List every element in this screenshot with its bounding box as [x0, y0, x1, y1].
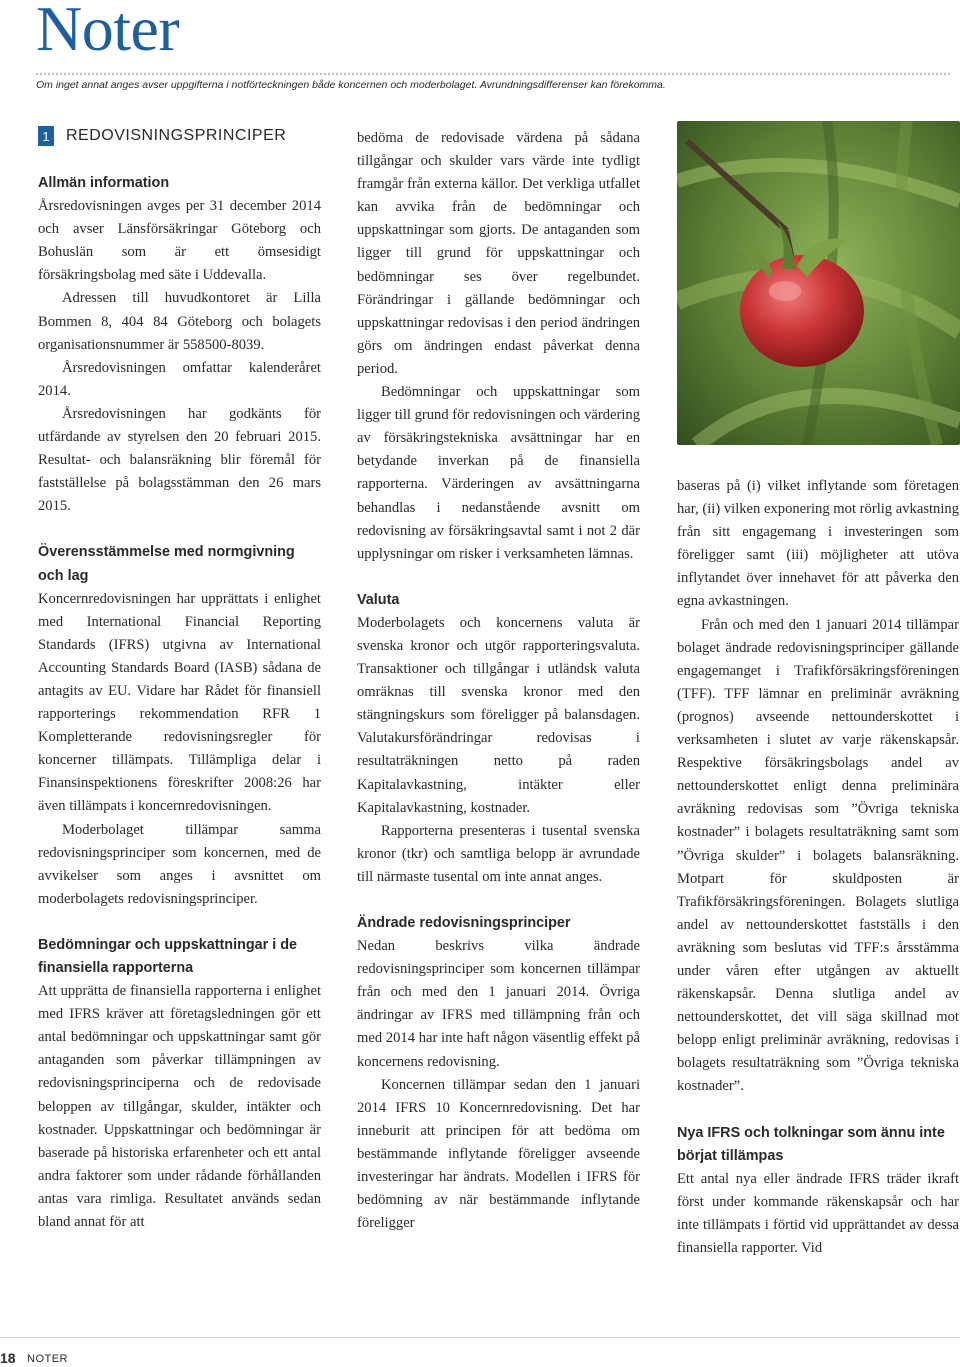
page-subtitle: Om inget annat anges avser uppgifterna i notförteckningen både koncernen och moderbolaget. Avrundningsdifferenser kan förekomma.	[36, 79, 666, 91]
heading-changed-principles: Ändrade redovisningsprinciper	[357, 915, 571, 931]
page-number: 18	[0, 1350, 16, 1366]
page-label: NOTER	[27, 1353, 68, 1365]
paragraph: Från och med den 1 januari 2014 tillämpar bolaget ändrade redovisningsprinciper gällande engagemanget i Trafikförsäkringsföreningen (TFF). TFF lämnar en preliminär avräkning (prognos) avseende nettounderskottet i verksamheten i slutet av varje räkenskapsår. Respektive försäkringsbolags andel av nettounderskottet enligt denna preliminära avräkning redovisas som ”Övriga tekniska kostnader” i bolagets resultaträkning samt som ”Övriga skulder” i bolagets balansräkning. Motpart för skuldposten är Trafikförsäkringsföreningen. Bolagets slutliga andel av nettounderskottet fastställs i den avräkning som beslutas vid TFF:s årsstämma under våren efter utgången av aktuellt räkenskapsår. Denna slutliga andel av nettounderskottet, det vill säga skillnad mot belopp enligt preliminär avräkning, redovisas i bolagets resultaträkning som ”Övriga tekniska kostnader”.	[677, 616, 959, 1095]
heading-currency: Valuta	[357, 591, 400, 608]
paragraph: Koncernen tillämpar sedan den 1 januari 2014 IFRS 10 Koncernredovisning. Det har inneburit att principen för att bedöma om bestämmande inflytande föreligger avseende investeringar har ändrats. Modellen i IFRS för bedömning av när bestämmande inflytande föreligger	[357, 1076, 640, 1232]
paragraph: Årsredovisningen har godkänts för utfärdande av styrelsen den 20 februari 2015. Resultat- och balansräkning blir föremål för fastställelse på bolagsstämman den 26 mars 2015.	[38, 405, 321, 515]
paragraph: bedöma de redovisade värdena på sådana tillgångar och skulder vars värde inte tydligt framgår från externa källor. Det verkliga utfallet kan avvika från de bedömningar och uppskattningar som gjorts. De antaganden som ligger till grund för uppskattningar och bedömningar ses över regelbundet. Förändringar i gällande bedömningar och uppskattningar redovisas i den period ändringen görs om ändringen endast påverkat denna period.	[357, 130, 640, 377]
paragraph: Bedömningar och uppskattningar som ligger till grund för redovisningen och värdering av försäkringstekniska avsättningar har en betydande inverkan på de finansiella rapporterna. Värderingen av avsättningarna behandlas i nedanstående avsnitt om redovisning av försäkringsavtal samt i not 2 där upplysningar om risker i verksamheten lämnas.	[357, 384, 640, 562]
paragraph: Koncernredovisningen har upprättats i enlighet med International Financial Reporting Standards (IFRS) utgivna av International Accounting Standards Board (IASB) sådana de antagits av EU. Vidare har Rådet för finansiell rapporterings rekommendation RFR 1 Kompletterande redovisningsregler för koncerner tillämpats. Tillämpliga delar i Finansinspektionens föreskrifter 2008:26 har även tillämpats i koncernredovisningen.	[38, 590, 321, 815]
apple-photo-image	[677, 121, 960, 445]
paragraph: Moderbolagets och koncernens valuta är svenska kronor och utgör rapporteringsvaluta. Transaktioner och tillgångar i utländsk valuta omräknas till svenska kronor med den stängningskurs som föreligger på balansdagen. Valutakursförändringar redovisas i resultaträkningen netto på raden Kapitalavkastning, intäkter eller Kapitalavkastning, kostnader.	[357, 614, 640, 816]
heading-estimates: Bedömningar och uppskattningar i de finansiella rapporterna	[38, 936, 298, 976]
page-title: Noter	[36, 0, 180, 64]
paragraph: Adressen till huvudkontoret är Lilla Bommen 8, 404 84 Göteborg och bolagets organisationsnummer är 558500-8039.	[38, 290, 321, 353]
section-title: REDOVISNINGSPRINCIPER	[66, 127, 287, 144]
paragraph: Nedan beskrivs vilka ändrade redovisningsprinciper som koncernen tillämpar från och med den 1 januari 2014. Övriga ändringar av IFRS med tillämpning från och med 2014 har inte haft någon väsentlig effekt på koncernens redovisning.	[357, 938, 640, 1070]
heading-general-info: Allmän information	[38, 175, 170, 191]
section-heading	[38, 124, 286, 148]
apple-photo	[677, 121, 960, 445]
dotted-divider	[36, 73, 950, 75]
text-column-2	[357, 127, 640, 1235]
paragraph: Moderbolaget tillämpar samma redovisningsprinciper som koncernen, med de avvikelser som anges i avsnittet om moderbolagets redovisningsprinciper.	[38, 821, 321, 907]
paragraph: Årsredovisningen omfattar kalenderåret 2014.	[38, 359, 321, 399]
heading-compliance: Överensstämmelse med normgivning och lag	[38, 544, 295, 584]
paragraph: baseras på (i) vilket inflytande som företagen har, (ii) vilken exponering mot rörlig avkastning från sitt engagemang i investeringen som föreligger samt (iii) möjligheter att utöva inflytandet över innehavet för att påverka den egna avkastningen.	[677, 478, 959, 610]
section-number-badge: 1	[38, 126, 54, 146]
paragraph: Rapporterna presenteras i tusental svenska kronor (tkr) och samtliga belopp är avrundade till närmaste tusental om inte annat anges.	[357, 822, 640, 885]
text-column-3	[677, 475, 959, 1260]
heading-new-ifrs: Nya IFRS och tolkningar som ännu inte börjat tillämpas	[677, 1124, 945, 1164]
paragraph: Att upprätta de finansiella rapporterna i enlighet med IFRS kräver att företagsledningen gör ett antal bedömningar och uppskattningar samt gör antaganden som påverkar tillämpningen av redovisningsprinciperna och de redovisade beloppen av tillgångar, skulder, intäkter och kostnader. Uppskattningar och bedömningar är baserade på historiska erfarenheter och ett antal andra faktorer som under rådande förhållanden antas vara rimliga. Resultatet används sedan bland annat för att	[38, 983, 321, 1231]
paragraph: Ett antal nya eller ändrade IFRS träder ikraft först under kommande räkenskapsår och har inte tillämpats i förtid vid upprättandet av dessa finansiella rapporter. Vid	[677, 1170, 959, 1256]
footer-divider	[0, 1337, 960, 1338]
paragraph: Årsredovisningen avges per 31 december 2014 och avser Länsförsäkringar Göteborg och Bohuslän som är ett ömsesidigt försäkringsbolag med säte i Uddevalla.	[38, 198, 321, 284]
text-column-1	[38, 172, 321, 1234]
